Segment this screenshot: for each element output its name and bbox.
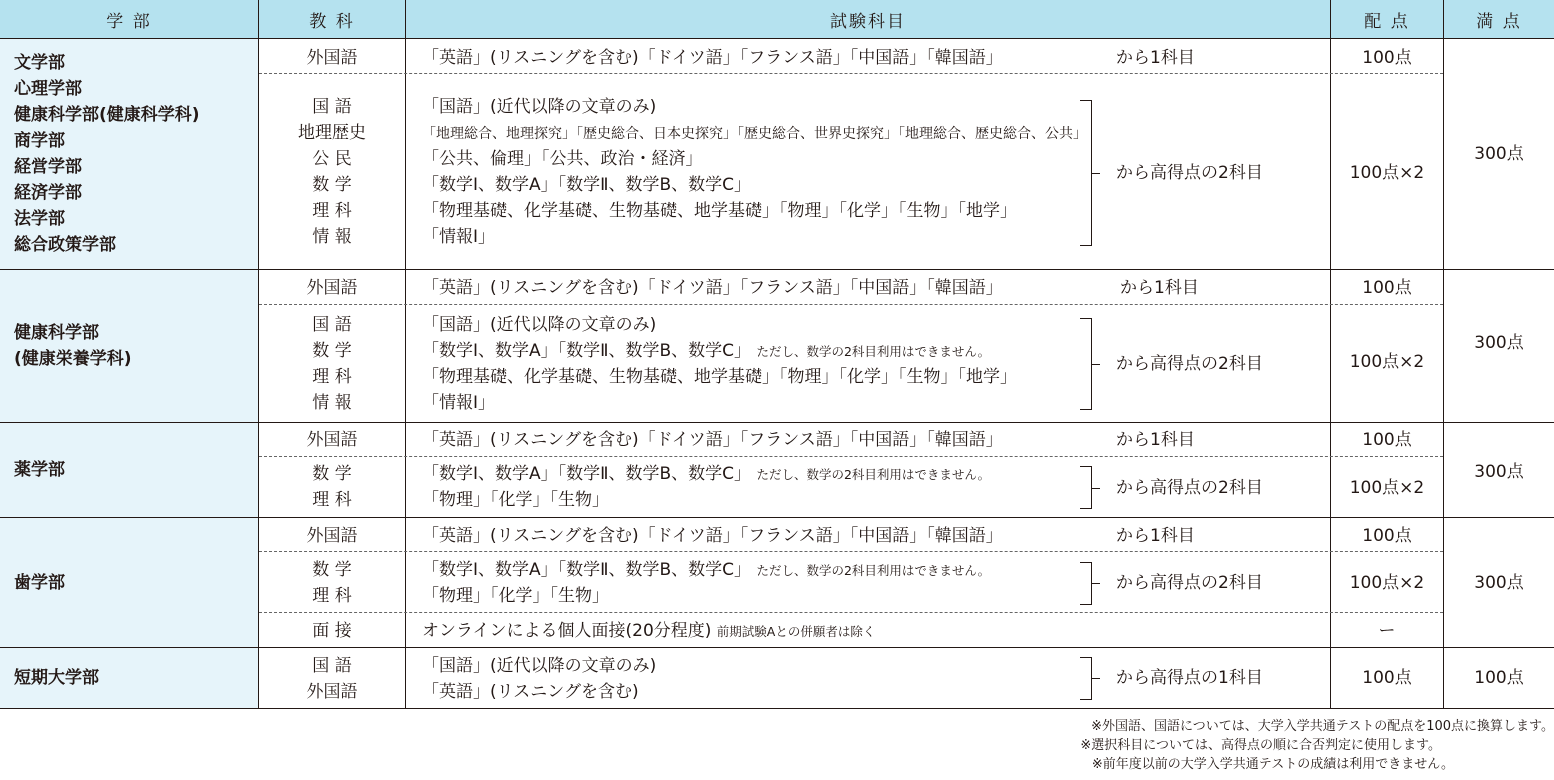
points-value: 100点×2 bbox=[1349, 163, 1425, 183]
subject-area: 外国語 bbox=[306, 430, 358, 450]
full-score-value: 100点 bbox=[1474, 668, 1524, 688]
exam-subject-line bbox=[422, 560, 990, 581]
row-divider bbox=[259, 73, 1443, 74]
faculty-cell bbox=[0, 423, 258, 517]
selection-bracket bbox=[1080, 100, 1092, 246]
exam-subject-text: 「物理」「化学」「生物」 bbox=[422, 586, 609, 606]
selection-bracket bbox=[1080, 318, 1092, 410]
faculty-name: 健康科学部 bbox=[14, 323, 99, 343]
exam-subject-text: 「数学Ⅰ、数学A」「数学Ⅱ、数学B、数学C」 bbox=[422, 464, 752, 484]
points-value: 100点 bbox=[1362, 668, 1412, 688]
points-value: 100点 bbox=[1362, 430, 1412, 450]
faculty-name: 薬学部 bbox=[14, 460, 65, 480]
block-divider bbox=[0, 647, 1554, 648]
row-divider bbox=[259, 612, 1443, 613]
points-value: 100点 bbox=[1362, 48, 1412, 68]
selection-rule: から高得点の1科目 bbox=[1116, 668, 1263, 688]
exam-subject-text: 「英語」(リスニングを含む)「ドイツ語」「フランス語」「中国語」「韓国語」 bbox=[422, 430, 1003, 450]
selection-bracket-tick bbox=[1092, 173, 1100, 174]
faculty-name: 健康科学部(健康科学科) bbox=[14, 105, 200, 125]
subject-area: 外国語 bbox=[306, 278, 358, 298]
selection-bracket-tick bbox=[1092, 678, 1100, 679]
exam-subject-text: 「英語」(リスニングを含む)「ドイツ語」「フランス語」「中国語」「韓国語」 bbox=[422, 526, 1003, 546]
subject-area: 理 科 bbox=[312, 201, 352, 221]
faculty-name: 経営学部 bbox=[14, 157, 82, 177]
exam-subject-text: 「数学Ⅰ、数学A」「数学Ⅱ、数学B、数学C」 bbox=[422, 175, 752, 195]
footnote: ※前年度以前の大学入学共通テストの成績は利用できません。 bbox=[1091, 757, 1454, 772]
selection-rule: から高得点の2科目 bbox=[1116, 354, 1263, 374]
exam-subject-text: 「情報Ⅰ」 bbox=[422, 227, 496, 247]
subject-area: 情 報 bbox=[312, 393, 352, 413]
exam-subject-text: 「物理」「化学」「生物」 bbox=[422, 490, 609, 510]
full-score-value: 300点 bbox=[1474, 462, 1524, 482]
subject-area: 地理歴史 bbox=[298, 123, 366, 143]
points-value: 100点 bbox=[1362, 278, 1412, 298]
subject-note: ただし、数学の2科目利用はできません。 bbox=[756, 344, 991, 359]
points-value: 100点×2 bbox=[1349, 478, 1425, 498]
row-divider bbox=[259, 304, 1443, 305]
selection-bracket-tick bbox=[1092, 488, 1100, 489]
header-faculty: 学 部 bbox=[0, 0, 258, 38]
row-divider bbox=[259, 456, 1443, 457]
footnote: ※外国語、国語については、大学入学共通テストの配点を100点に換算します。 bbox=[1091, 719, 1554, 734]
faculty-name: 法学部 bbox=[14, 209, 65, 229]
faculty-cell bbox=[0, 39, 258, 269]
exam-subject-text: 「数学Ⅰ、数学A」「数学Ⅱ、数学B、数学C」 bbox=[422, 341, 752, 361]
exam-subject-text: 「英語」(リスニングを含む) bbox=[422, 682, 639, 702]
selection-rule: から1科目 bbox=[1116, 48, 1195, 68]
subject-note: ただし、数学の2科目利用はできません。 bbox=[756, 563, 991, 578]
block-divider bbox=[0, 269, 1554, 270]
faculty-name: 商学部 bbox=[14, 131, 65, 151]
points-value: ー bbox=[1378, 621, 1396, 641]
faculty-name: 経済学部 bbox=[14, 183, 82, 203]
header-full-score: 満 点 bbox=[1444, 0, 1554, 38]
selection-rule: から高得点の2科目 bbox=[1116, 478, 1263, 498]
exam-subject-text: 「英語」(リスニングを含む)「ドイツ語」「フランス語」「中国語」「韓国語」 bbox=[422, 278, 1003, 298]
subject-area: 公 民 bbox=[312, 149, 352, 169]
subject-area: 国 語 bbox=[312, 315, 352, 335]
exam-subject-text: 「物理基礎、化学基礎、生物基礎、地学基礎」「物理」「化学」「生物」「地学」 bbox=[422, 367, 1017, 387]
subject-area: 理 科 bbox=[312, 490, 352, 510]
subject-area: 外国語 bbox=[306, 682, 358, 702]
subject-area: 数 学 bbox=[312, 464, 352, 484]
subject-note: 前期試験Aとの併願者は除く bbox=[716, 624, 876, 639]
table-bottom-border bbox=[0, 708, 1554, 709]
column-divider bbox=[1330, 0, 1331, 709]
block-divider bbox=[0, 422, 1554, 423]
selection-rule: から高得点の2科目 bbox=[1116, 573, 1263, 593]
exam-subject-text: 「国語」(近代以降の文章のみ) bbox=[422, 656, 657, 676]
faculty-name: 短期大学部 bbox=[14, 668, 99, 688]
column-divider bbox=[1443, 0, 1444, 709]
exam-subject-text: オンラインによる個人面接(20分程度) bbox=[422, 621, 712, 641]
full-score-value: 300点 bbox=[1474, 573, 1524, 593]
points-value: 100点 bbox=[1362, 526, 1412, 546]
header-subject-area: 教 科 bbox=[259, 0, 405, 38]
selection-rule: から1科目 bbox=[1116, 526, 1195, 546]
block-divider bbox=[0, 517, 1554, 518]
exam-subject-line bbox=[422, 341, 990, 362]
selection-bracket bbox=[1080, 466, 1092, 509]
exam-subject-line bbox=[422, 621, 875, 642]
subject-area: 情 報 bbox=[312, 227, 352, 247]
full-score-value: 300点 bbox=[1474, 333, 1524, 353]
header-points: 配 点 bbox=[1331, 0, 1443, 38]
faculty-cell bbox=[0, 270, 258, 422]
points-value: 100点×2 bbox=[1349, 573, 1425, 593]
subject-area: 面 接 bbox=[312, 621, 352, 641]
faculty-name: 心理学部 bbox=[14, 79, 82, 99]
exam-subject-text: 「公共、倫理」「公共、政治・経済」 bbox=[422, 149, 703, 169]
points-value: 100点×2 bbox=[1349, 352, 1425, 372]
subject-area: 外国語 bbox=[306, 526, 358, 546]
exam-subject-text: 「英語」(リスニングを含む)「ドイツ語」「フランス語」「中国語」「韓国語」 bbox=[422, 48, 1003, 68]
column-divider bbox=[258, 0, 259, 709]
selection-rule: から1科目 bbox=[1116, 430, 1195, 450]
column-divider bbox=[405, 0, 406, 709]
selection-bracket-tick bbox=[1092, 583, 1100, 584]
exam-subject-text: 「情報Ⅰ」 bbox=[422, 393, 496, 413]
exam-subject-text: 「地理総合、地理探究」「歴史総合、日本史探究」「歴史総合、世界史探究」「地理総合、歴史総合、公共」 bbox=[422, 126, 1087, 142]
exam-subject-text: 「国語」(近代以降の文章のみ) bbox=[422, 315, 657, 335]
subject-area: 国 語 bbox=[312, 656, 352, 676]
faculty-cell bbox=[0, 518, 258, 647]
faculty-name: 文学部 bbox=[14, 53, 65, 73]
subject-area: 理 科 bbox=[312, 367, 352, 387]
subject-area: 数 学 bbox=[312, 341, 352, 361]
footnote: ※選択科目については、高得点の順に合否判定に使用します。 bbox=[1080, 738, 1441, 753]
subject-note: ただし、数学の2科目利用はできません。 bbox=[756, 467, 991, 482]
subject-area: 理 科 bbox=[312, 586, 352, 606]
exam-subject-text: 「国語」(近代以降の文章のみ) bbox=[422, 97, 657, 117]
faculty-name: (健康栄養学科) bbox=[14, 349, 132, 369]
selection-bracket bbox=[1080, 657, 1092, 700]
exam-subject-text: 「物理基礎、化学基礎、生物基礎、地学基礎」「物理」「化学」「生物」「地学」 bbox=[422, 201, 1017, 221]
subject-area: 数 学 bbox=[312, 175, 352, 195]
subject-area: 数 学 bbox=[312, 560, 352, 580]
exam-subject-line bbox=[422, 464, 990, 485]
selection-bracket bbox=[1080, 562, 1092, 605]
header-divider bbox=[0, 38, 1554, 39]
full-score-value: 300点 bbox=[1474, 144, 1524, 164]
selection-bracket-tick bbox=[1092, 364, 1100, 365]
selection-rule: から高得点の2科目 bbox=[1116, 163, 1263, 183]
subject-area: 外国語 bbox=[306, 48, 358, 68]
row-divider bbox=[259, 551, 1443, 552]
faculty-cell bbox=[0, 648, 258, 708]
header-exam-subjects: 試験科目 bbox=[406, 0, 1330, 38]
subject-area: 国 語 bbox=[312, 97, 352, 117]
exam-subject-text: 「数学Ⅰ、数学A」「数学Ⅱ、数学B、数学C」 bbox=[422, 560, 752, 580]
selection-rule: から1科目 bbox=[1120, 278, 1199, 298]
faculty-name: 総合政策学部 bbox=[14, 235, 116, 255]
faculty-name: 歯学部 bbox=[14, 572, 65, 593]
